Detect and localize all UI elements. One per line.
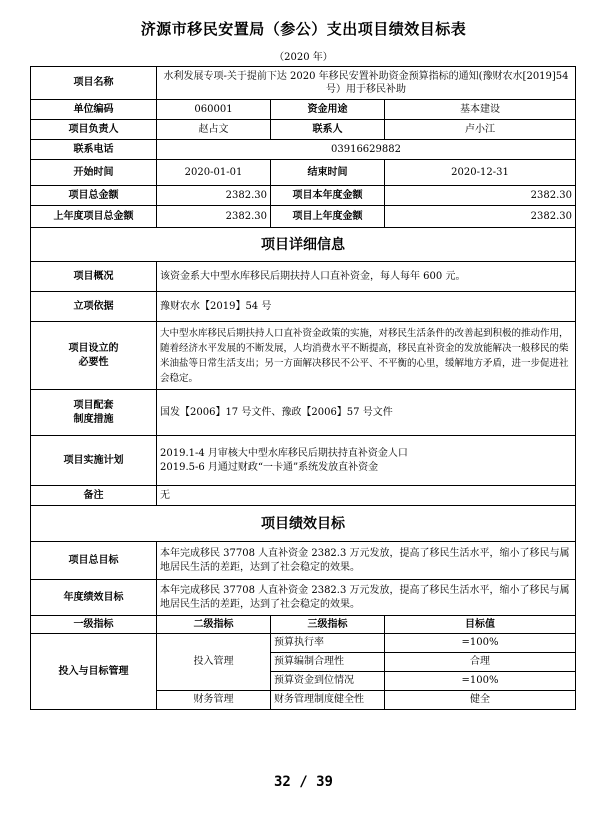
necessity-value: 大中型水库移民后期扶持人口直补资金政策的实施，对移民生活条件的改善起到积极的推动作用，随着经济水平发展的不断发展，人均消费水平不断提高，移民直补资金的发放能解决一般移民的柴米油盐等日常生活支出；另一方面解决移民不公平、不平衡的心里，缓解地方矛盾，进一步促进社会稳定。 — [157, 322, 576, 390]
year-amount-value: 2382.30 — [385, 186, 576, 206]
row-indicator-header — [31, 616, 576, 634]
indicator-row — [31, 634, 576, 653]
end-label: 结束时间 — [271, 160, 385, 186]
page-title: 济源市移民安置局（参公）支出项目绩效目标表 — [140, 20, 467, 38]
page-number: 32 / 39 — [273, 774, 333, 790]
row-overview — [31, 262, 576, 292]
col-level2-header: 二级指标 — [157, 616, 271, 634]
row-performance-heading — [31, 506, 576, 542]
contact-label: 联系人 — [271, 120, 385, 140]
leader-label: 项目负责人 — [31, 120, 157, 140]
basis-label: 立项依据 — [31, 292, 157, 322]
last-year-amount-value: 2382.30 — [385, 206, 576, 228]
row-necessity — [31, 322, 576, 390]
leader-value: 赵占文 — [157, 120, 271, 140]
row-total — [31, 186, 576, 206]
annual-goal-value: 本年完成移民 37708 人直补资金 2382.3 万元发放，提高了移民生活水平，缩小了移民与属地居民生活的差距，达到了社会稳定的效果。 — [157, 580, 576, 616]
row-basis — [31, 292, 576, 322]
year-label: （2020 年） — [274, 52, 333, 63]
level2-cell-finance: 财务管理 — [157, 691, 271, 710]
target-cell: 健全 — [385, 691, 576, 710]
unit-code-value: 060001 — [157, 100, 271, 120]
remark-value: 无 — [157, 486, 576, 506]
row-leader — [31, 120, 576, 140]
total-label: 项目总金额 — [31, 186, 157, 206]
performance-table — [30, 66, 576, 710]
annual-goal-label: 年度绩效目标 — [31, 580, 157, 616]
target-cell: 合理 — [385, 653, 576, 672]
row-phone — [31, 140, 576, 160]
measures-value: 国发【2006】17 号文件、豫政【2006】57 号文件 — [157, 390, 576, 436]
overall-goal-label: 项目总目标 — [31, 542, 157, 580]
last-total-value: 2382.30 — [157, 206, 271, 228]
fund-use-label: 资金用途 — [271, 100, 385, 120]
col-level3-header: 三级指标 — [271, 616, 385, 634]
plan-line-1: 2019.1-4 月审核大中型水库移民后期扶持直补资金人口 — [160, 447, 408, 459]
level3-cell: 预算编制合理性 — [271, 653, 385, 672]
overview-label: 项目概况 — [31, 262, 157, 292]
level3-cell: 财务管理制度健全性 — [271, 691, 385, 710]
fund-use-value: 基本建设 — [385, 100, 576, 120]
row-detail-heading — [31, 228, 576, 262]
level3-cell: 预算资金到位情况 — [271, 672, 385, 691]
overall-goal-value: 本年完成移民 37708 人直补资金 2382.3 万元发放，提高了移民生活水平，缩小了移民与属地居民生活的差距，达到了社会稳定的效果。 — [157, 542, 576, 580]
start-label: 开始时间 — [31, 160, 157, 186]
measures-label-line1: 项目配套 — [73, 399, 114, 411]
remark-label: 备注 — [31, 486, 157, 506]
phone-label: 联系电话 — [31, 140, 157, 160]
project-name-value: 水利发展专项-关于提前下达 2020 年移民安置补助资金预算指标的通知(豫财农水[2019]54 号）用于移民补助 — [157, 67, 576, 100]
row-last-year — [31, 206, 576, 228]
last-year-amount-label: 项目上年度金额 — [271, 206, 385, 228]
project-name-label: 项目名称 — [31, 67, 157, 100]
measures-label — [31, 390, 157, 436]
basis-value: 豫财农水【2019】54 号 — [157, 292, 576, 322]
row-overall-goal — [31, 542, 576, 580]
row-remark — [31, 486, 576, 506]
necessity-label-line2: 必要性 — [78, 356, 109, 368]
year-amount-label: 项目本年度金额 — [271, 186, 385, 206]
unit-code-label: 单位编码 — [31, 100, 157, 120]
target-cell: =100% — [385, 672, 576, 691]
necessity-label — [31, 322, 157, 390]
last-total-label: 上年度项目总金额 — [31, 206, 157, 228]
total-value: 2382.30 — [157, 186, 271, 206]
row-project-name — [31, 67, 576, 100]
detail-section-heading: 项目详细信息 — [31, 228, 576, 262]
row-measures — [31, 390, 576, 436]
plan-value — [157, 436, 576, 486]
overview-value: 该资金系大中型水库移民后期扶持人口直补资金，每人每年 600 元。 — [157, 262, 576, 292]
row-dates — [31, 160, 576, 186]
level1-cell: 投入与目标管理 — [31, 634, 157, 710]
plan-line-2: 2019.5-6 月通过财政“一卡通”系统发放直补资金 — [160, 461, 379, 473]
target-cell: =100% — [385, 634, 576, 653]
necessity-label-line1: 项目设立的 — [68, 342, 119, 354]
plan-label: 项目实施计划 — [31, 436, 157, 486]
row-plan — [31, 436, 576, 486]
performance-section-heading: 项目绩效目标 — [31, 506, 576, 542]
col-level1-header: 一级指标 — [31, 616, 157, 634]
level3-cell: 预算执行率 — [271, 634, 385, 653]
phone-value: 03916629882 — [157, 140, 576, 160]
row-unit-code — [31, 100, 576, 120]
measures-label-line2: 制度措施 — [73, 413, 114, 425]
end-value: 2020-12-31 — [385, 160, 576, 186]
col-target-header: 目标值 — [385, 616, 576, 634]
contact-value: 卢小江 — [385, 120, 576, 140]
level2-cell-input: 投入管理 — [157, 634, 271, 691]
row-annual-goal — [31, 580, 576, 616]
start-value: 2020-01-01 — [157, 160, 271, 186]
